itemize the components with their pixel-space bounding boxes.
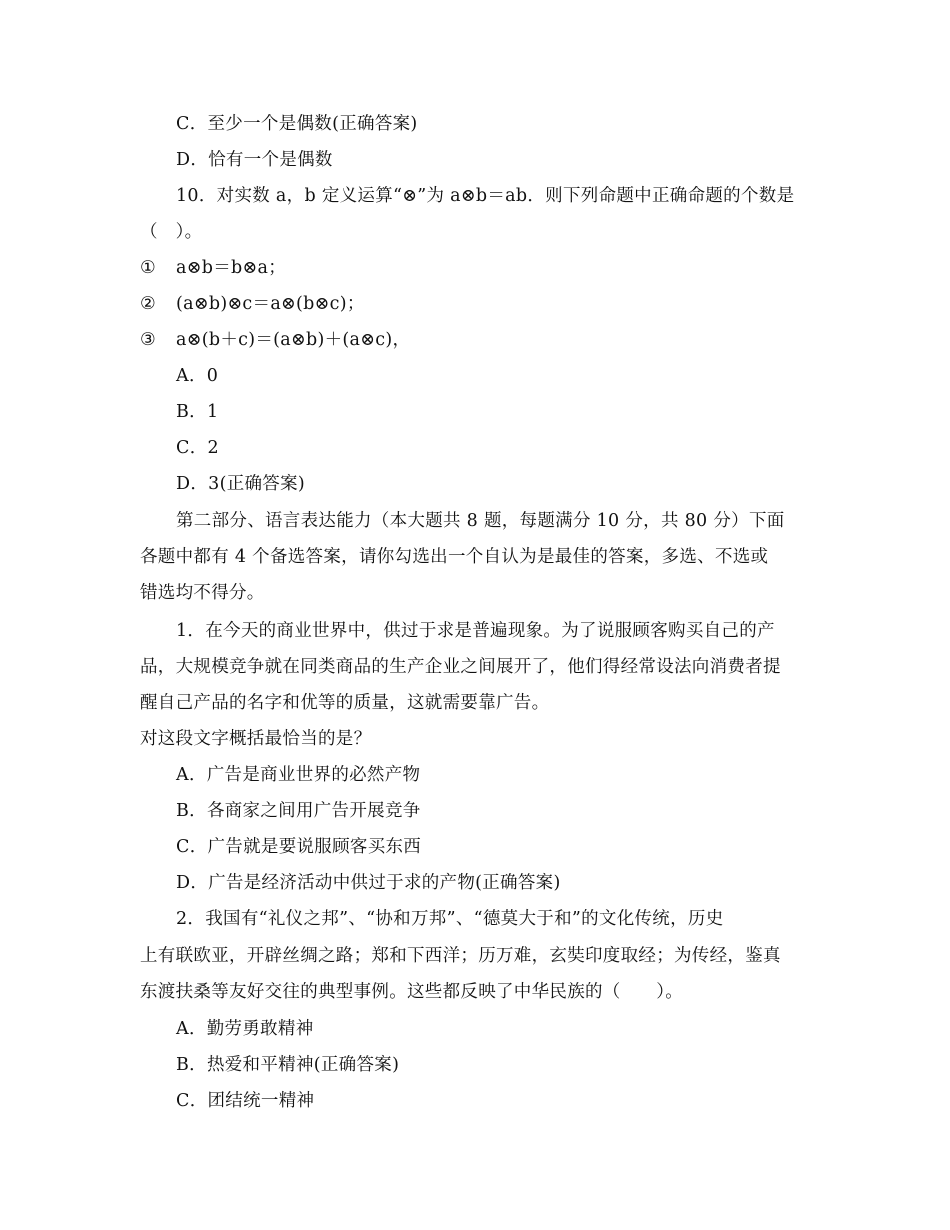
option-a-q1: A．广告是商业世界的必然产物 (176, 765, 421, 785)
question-2-stem-line-1: 2．我国有“礼仪之邦”、“协和万邦”、“德莫大于和”的文化传统，历史 (176, 909, 724, 929)
option-d-q9: D．恰有一个是偶数 (176, 150, 333, 170)
option-a-q10: A．0 (176, 366, 219, 386)
option-d-q1: D．广告是经济活动中供过于求的产物(正确答案) (176, 873, 561, 893)
option-b-q1: B．各商家之间用广告开展竞争 (176, 801, 421, 821)
section-two-instructions-line-3: 错选均不得分。 (140, 583, 265, 603)
option-c-q10: C．2 (176, 438, 219, 458)
proposition-3: a⊗(b＋c)＝(a⊗b)＋(a⊗c)， (176, 330, 411, 350)
question-1-passage-line-1: 1．在今天的商业世界中，供过于求是普遍现象。为了说服顾客购买自己的产 (176, 621, 775, 641)
circled-number-2: ② (140, 294, 156, 314)
circled-number-3: ③ (140, 330, 156, 350)
section-two-heading: 第二部分、语言表达能力（本大题共 8 题，每题满分 10 分，共 80 分）下面 (176, 511, 785, 531)
option-c-q2: C．团结统一精神 (176, 1091, 315, 1111)
option-c-q9: C．至少一个是偶数(正确答案) (176, 114, 418, 134)
proposition-1: a⊗b＝b⊗a； (176, 258, 286, 278)
question-2-stem-line-3: 东渡扶桑等友好交往的典型事例。这些都反映了中华民族的（ ）。 (140, 982, 684, 1002)
question-1-prompt: 对这段文字概括最恰当的是？ (140, 729, 372, 749)
proposition-2: (a⊗b)⊗c＝a⊗(b⊗c)； (176, 294, 365, 314)
question-10-stem: 10．对实数 a，b 定义运算“⊗”为 a⊗b＝ab．则下列命题中正确命题的个数是 (176, 186, 795, 206)
section-two-instructions-line-2: 各题中都有 4 个备选答案，请你勾选出一个自认为是最佳的答案，多选、不选或 (140, 547, 769, 567)
circled-number-1: ① (140, 258, 156, 278)
question-10-blank: （ ）。 (140, 222, 203, 242)
option-d-q10: D．3(正确答案) (176, 474, 306, 494)
option-b-q2: B．热爱和平精神(正确答案) (176, 1055, 400, 1075)
question-1-passage-line-2: 品，大规模竞争就在同类商品的生产企业之间展开了，他们得经常设法向消费者提 (140, 657, 781, 677)
option-c-q1: C．广告就是要说服顾客买东西 (176, 837, 422, 857)
option-b-q10: B．1 (176, 402, 219, 422)
question-2-stem-line-2: 上有联欧亚，开辟丝绸之路；郑和下西洋；历万难，玄奘印度取经；为传经，鉴真 (140, 946, 781, 966)
question-1-passage-line-3: 醒自己产品的名字和优等的质量，这就需要靠广告。 (140, 693, 550, 713)
option-a-q2: A．勤劳勇敢精神 (176, 1019, 314, 1039)
